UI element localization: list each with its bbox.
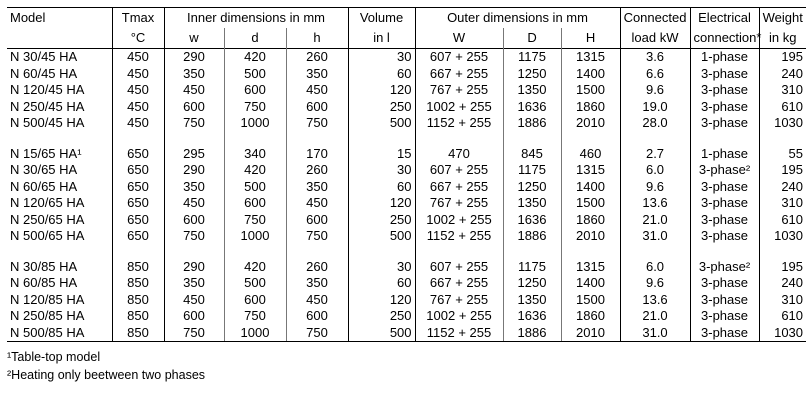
- cell-outer-w: 767 + 255: [415, 82, 503, 99]
- cell-outer-d: 1175: [503, 162, 561, 179]
- cell-outer-h: 1400: [561, 275, 620, 292]
- cell-inner-w: 295: [164, 146, 224, 163]
- table-row: [7, 82, 806, 99]
- cell-connected-load: 13.6: [620, 292, 690, 309]
- cell-outer-h: 1315: [561, 162, 620, 179]
- cell-model: N 30/85 HA: [10, 258, 78, 274]
- cell-weight: 195: [759, 162, 806, 179]
- cell-outer-w: 607 + 255: [415, 259, 503, 276]
- cell-outer-w: 767 + 255: [415, 195, 503, 212]
- cell-tmax: 850: [112, 325, 164, 342]
- table-row: [7, 146, 806, 163]
- header-weight: Weight: [759, 8, 806, 29]
- cell-outer-h: 1860: [561, 99, 620, 116]
- cell-outer-h: 1860: [561, 308, 620, 325]
- cell-outer-d: 1350: [503, 195, 561, 212]
- spacer-cell: [415, 132, 503, 146]
- cell-outer-h: 1500: [561, 195, 620, 212]
- cell-volume: 120: [348, 195, 415, 212]
- cell-model: N 30/45 HA: [10, 49, 78, 65]
- cell-inner-w: 450: [164, 292, 224, 309]
- cell-outer-w: 1002 + 255: [415, 212, 503, 229]
- spacer-cell: [690, 132, 759, 146]
- cell-outer-d: 1886: [503, 115, 561, 132]
- cell-volume: 120: [348, 292, 415, 309]
- header-outer-h: H: [561, 28, 620, 49]
- cell-model: N 250/65 HA: [10, 211, 85, 227]
- spacer-cell: [759, 132, 806, 146]
- table-row: [7, 99, 806, 116]
- cell-inner-h: 350: [286, 275, 348, 292]
- cell-model: N 250/85 HA: [10, 308, 85, 324]
- cell-tmax: 650: [112, 228, 164, 245]
- cell-electrical: 1-phase: [690, 49, 759, 66]
- cell-electrical: 3-phase: [690, 292, 759, 309]
- table-row: [7, 275, 806, 292]
- spacer-cell: [348, 132, 415, 146]
- table-row: [7, 259, 806, 276]
- cell-outer-h: 1860: [561, 212, 620, 229]
- cell-inner-d: 500: [224, 179, 286, 196]
- spacer-cell: [286, 245, 348, 259]
- cell-weight: 1030: [759, 228, 806, 245]
- spacer-cell: [620, 132, 690, 146]
- cell-connected-load: 21.0: [620, 212, 690, 229]
- spacer-cell: [164, 132, 224, 146]
- cell-model: N 500/65 HA: [10, 228, 85, 244]
- cell-inner-w: 600: [164, 99, 224, 116]
- cell-inner-d: 500: [224, 275, 286, 292]
- cell-model: N 60/45 HA: [10, 65, 78, 81]
- footnote-table-top: ¹Table-top model: [7, 350, 101, 364]
- cell-electrical: 3-phase²: [690, 259, 759, 276]
- cell-inner-d: 500: [224, 66, 286, 83]
- header-connected-unit: load kW: [620, 28, 690, 49]
- cell-outer-h: 1400: [561, 66, 620, 83]
- cell-outer-h: 1400: [561, 179, 620, 196]
- spacer-cell: [690, 245, 759, 259]
- cell-outer-h: 1500: [561, 82, 620, 99]
- cell-inner-h: 750: [286, 325, 348, 342]
- cell-connected-load: 31.0: [620, 228, 690, 245]
- cell-tmax: 850: [112, 292, 164, 309]
- spacer-cell: [112, 132, 164, 146]
- table-row: [7, 325, 806, 342]
- cell-model: N 500/45 HA: [10, 115, 85, 131]
- cell-electrical: 3-phase: [690, 325, 759, 342]
- cell-model: N 120/45 HA: [10, 82, 85, 98]
- header-electrical-unit: connection*: [690, 28, 759, 49]
- cell-connected-load: 6.6: [620, 66, 690, 83]
- cell-electrical: 3-phase: [690, 82, 759, 99]
- cell-inner-h: 750: [286, 115, 348, 132]
- cell-outer-h: 1315: [561, 259, 620, 276]
- cell-weight: 240: [759, 66, 806, 83]
- cell-outer-d: 1250: [503, 66, 561, 83]
- cell-connected-load: 9.6: [620, 82, 690, 99]
- cell-tmax: 450: [112, 99, 164, 116]
- cell-connected-load: 9.6: [620, 179, 690, 196]
- cell-volume: 30: [348, 259, 415, 276]
- cell-outer-h: 1315: [561, 49, 620, 66]
- cell-model: N 120/85 HA: [10, 291, 85, 307]
- cell-inner-h: 260: [286, 49, 348, 66]
- cell-outer-d: 1175: [503, 259, 561, 276]
- cell-outer-w: 1152 + 255: [415, 228, 503, 245]
- cell-electrical: 3-phase: [690, 179, 759, 196]
- cell-inner-d: 420: [224, 49, 286, 66]
- cell-connected-load: 2.7: [620, 146, 690, 163]
- cell-volume: 15: [348, 146, 415, 163]
- cell-inner-h: 600: [286, 212, 348, 229]
- cell-inner-h: 350: [286, 179, 348, 196]
- cell-volume: 500: [348, 228, 415, 245]
- spacer-cell: [561, 132, 620, 146]
- cell-connected-load: 3.6: [620, 49, 690, 66]
- cell-inner-d: 1000: [224, 325, 286, 342]
- cell-inner-w: 350: [164, 66, 224, 83]
- cell-weight: 310: [759, 195, 806, 212]
- cell-outer-h: 2010: [561, 115, 620, 132]
- header-tmax-unit: °C: [112, 28, 164, 49]
- footnote-heating: ²Heating only beetween two phases: [7, 368, 206, 382]
- cell-tmax: 450: [112, 66, 164, 83]
- spacer-cell: [503, 132, 561, 146]
- cell-outer-w: 607 + 255: [415, 162, 503, 179]
- cell-inner-w: 350: [164, 179, 224, 196]
- cell-connected-load: 21.0: [620, 308, 690, 325]
- cell-inner-d: 750: [224, 99, 286, 116]
- cell-outer-d: 845: [503, 146, 561, 163]
- cell-outer-d: 1886: [503, 228, 561, 245]
- cell-tmax: 850: [112, 275, 164, 292]
- cell-tmax: 650: [112, 179, 164, 196]
- cell-electrical: 3-phase: [690, 99, 759, 116]
- spacer-cell: [415, 245, 503, 259]
- spacer-row: [7, 132, 806, 146]
- cell-inner-d: 750: [224, 212, 286, 229]
- cell-tmax: 450: [112, 82, 164, 99]
- cell-inner-w: 600: [164, 308, 224, 325]
- cell-volume: 60: [348, 275, 415, 292]
- cell-inner-d: 600: [224, 292, 286, 309]
- cell-inner-d: 420: [224, 259, 286, 276]
- cell-inner-d: 600: [224, 82, 286, 99]
- cell-inner-w: 600: [164, 212, 224, 229]
- cell-connected-load: 31.0: [620, 325, 690, 342]
- header-connected-load: Connected: [620, 8, 690, 29]
- cell-outer-w: 1002 + 255: [415, 99, 503, 116]
- cell-outer-w: 1002 + 255: [415, 308, 503, 325]
- header-inner-h: h: [286, 28, 348, 49]
- cell-inner-w: 290: [164, 162, 224, 179]
- table-group: [7, 259, 806, 342]
- cell-weight: 240: [759, 179, 806, 196]
- header-outer-d: D: [503, 28, 561, 49]
- cell-inner-w: 350: [164, 275, 224, 292]
- header-electrical: Electrical: [690, 8, 759, 29]
- cell-weight: 310: [759, 292, 806, 309]
- cell-outer-h: 2010: [561, 228, 620, 245]
- cell-connected-load: 9.6: [620, 275, 690, 292]
- cell-electrical: 3-phase: [690, 228, 759, 245]
- header-outer-w: W: [415, 28, 503, 49]
- cell-outer-h: 460: [561, 146, 620, 163]
- cell-electrical: 3-phase: [690, 195, 759, 212]
- spacer-cell: [620, 245, 690, 259]
- cell-connected-load: 28.0: [620, 115, 690, 132]
- cell-tmax: 650: [112, 212, 164, 229]
- cell-inner-w: 290: [164, 259, 224, 276]
- cell-inner-d: 1000: [224, 115, 286, 132]
- cell-electrical: 3-phase: [690, 115, 759, 132]
- cell-model: N 250/45 HA: [10, 98, 85, 114]
- header-inner-dimensions: Inner dimensions in mm: [164, 8, 348, 29]
- cell-inner-d: 750: [224, 308, 286, 325]
- spacer-cell: [224, 132, 286, 146]
- cell-inner-w: 750: [164, 325, 224, 342]
- cell-tmax: 650: [112, 195, 164, 212]
- cell-electrical: 3-phase: [690, 66, 759, 83]
- cell-outer-d: 1350: [503, 82, 561, 99]
- cell-weight: 610: [759, 212, 806, 229]
- spacer-cell: [503, 245, 561, 259]
- header-inner-w: w: [164, 28, 224, 49]
- cell-electrical: 3-phase: [690, 308, 759, 325]
- table-row: [7, 195, 806, 212]
- cell-outer-w: 1152 + 255: [415, 325, 503, 342]
- cell-outer-d: 1175: [503, 49, 561, 66]
- cell-outer-d: 1636: [503, 308, 561, 325]
- cell-inner-d: 600: [224, 195, 286, 212]
- cell-inner-d: 1000: [224, 228, 286, 245]
- cell-connected-load: 13.6: [620, 195, 690, 212]
- cell-weight: 610: [759, 308, 806, 325]
- cell-model: N 120/65 HA: [10, 195, 85, 211]
- header-volume: Volume: [348, 8, 415, 29]
- cell-weight: 310: [759, 82, 806, 99]
- spacer-cell: [561, 245, 620, 259]
- cell-weight: 195: [759, 49, 806, 66]
- spacer-cell: [348, 245, 415, 259]
- cell-inner-w: 750: [164, 228, 224, 245]
- cell-weight: 1030: [759, 325, 806, 342]
- cell-outer-w: 667 + 255: [415, 179, 503, 196]
- cell-outer-d: 1636: [503, 99, 561, 116]
- spacer-cell: [759, 245, 806, 259]
- cell-weight: 240: [759, 275, 806, 292]
- table-row: [7, 292, 806, 309]
- cell-weight: 195: [759, 259, 806, 276]
- cell-outer-w: 667 + 255: [415, 66, 503, 83]
- cell-volume: 30: [348, 49, 415, 66]
- spacer-cell: [286, 132, 348, 146]
- cell-inner-d: 420: [224, 162, 286, 179]
- cell-connected-load: 6.0: [620, 162, 690, 179]
- header-outer-dimensions: Outer dimensions in mm: [415, 8, 620, 29]
- cell-tmax: 850: [112, 308, 164, 325]
- table-row: [7, 212, 806, 229]
- cell-volume: 60: [348, 66, 415, 83]
- header-weight-unit: in kg: [759, 28, 806, 49]
- cell-inner-h: 260: [286, 162, 348, 179]
- group-spacer: [7, 132, 806, 146]
- cell-outer-w: 667 + 255: [415, 275, 503, 292]
- table-row: [7, 228, 806, 245]
- cell-inner-h: 600: [286, 99, 348, 116]
- table-row: [7, 162, 806, 179]
- header-volume-unit: in l: [348, 28, 415, 49]
- cell-volume: 60: [348, 179, 415, 196]
- cell-inner-h: 600: [286, 308, 348, 325]
- table-header: [7, 8, 806, 49]
- cell-inner-h: 450: [286, 195, 348, 212]
- cell-tmax: 450: [112, 115, 164, 132]
- cell-connected-load: 6.0: [620, 259, 690, 276]
- spacer-cell: [112, 245, 164, 259]
- cell-outer-h: 2010: [561, 325, 620, 342]
- cell-volume: 250: [348, 99, 415, 116]
- cell-electrical: 3-phase²: [690, 162, 759, 179]
- cell-inner-h: 260: [286, 259, 348, 276]
- table-row: [7, 49, 806, 66]
- cell-outer-h: 1500: [561, 292, 620, 309]
- cell-outer-w: 470: [415, 146, 503, 163]
- cell-outer-d: 1886: [503, 325, 561, 342]
- cell-inner-w: 450: [164, 195, 224, 212]
- furnace-spec-table: [7, 7, 806, 342]
- table-row: [7, 66, 806, 83]
- cell-weight: 610: [759, 99, 806, 116]
- cell-inner-w: 290: [164, 49, 224, 66]
- header-inner-d: d: [224, 28, 286, 49]
- spacer-cell: [164, 245, 224, 259]
- cell-weight: 1030: [759, 115, 806, 132]
- cell-outer-w: 767 + 255: [415, 292, 503, 309]
- cell-volume: 250: [348, 212, 415, 229]
- cell-outer-w: 607 + 255: [415, 49, 503, 66]
- cell-outer-d: 1636: [503, 212, 561, 229]
- cell-model: N 500/85 HA: [7, 325, 112, 342]
- spec-sheet: [7, 7, 806, 384]
- cell-model: N 60/85 HA: [10, 275, 78, 291]
- cell-inner-h: 350: [286, 66, 348, 83]
- cell-electrical: 3-phase: [690, 275, 759, 292]
- cell-model: N 30/65 HA: [10, 162, 78, 178]
- table-row: [7, 115, 806, 132]
- cell-inner-h: 450: [286, 82, 348, 99]
- cell-connected-load: 19.0: [620, 99, 690, 116]
- cell-tmax: 850: [112, 259, 164, 276]
- cell-model: N 15/65 HA¹: [10, 145, 82, 161]
- cell-electrical: 3-phase: [690, 212, 759, 229]
- table-row: [7, 308, 806, 325]
- table-group: [7, 146, 806, 245]
- cell-inner-h: 170: [286, 146, 348, 163]
- spacer-row: [7, 245, 806, 259]
- spacer-cell: [224, 245, 286, 259]
- cell-outer-w: 1152 + 255: [415, 115, 503, 132]
- header-model: Model: [10, 10, 46, 25]
- spacer-cell: [7, 132, 112, 146]
- table-row: [7, 179, 806, 196]
- spacer-cell: [7, 245, 112, 259]
- header-model-sub: [7, 28, 112, 49]
- cell-inner-h: 750: [286, 228, 348, 245]
- cell-weight: 55: [759, 146, 806, 163]
- cell-tmax: 650: [112, 162, 164, 179]
- cell-model: N 60/65 HA: [10, 178, 78, 194]
- header-tmax: Tmax: [112, 8, 164, 29]
- cell-outer-d: 1250: [503, 275, 561, 292]
- cell-outer-d: 1350: [503, 292, 561, 309]
- cell-volume: 250: [348, 308, 415, 325]
- cell-inner-w: 750: [164, 115, 224, 132]
- cell-electrical: 1-phase: [690, 146, 759, 163]
- cell-inner-w: 450: [164, 82, 224, 99]
- table-group: [7, 49, 806, 132]
- cell-inner-h: 450: [286, 292, 348, 309]
- cell-outer-d: 1250: [503, 179, 561, 196]
- cell-volume: 500: [348, 115, 415, 132]
- cell-volume: 500: [348, 325, 415, 342]
- cell-tmax: 450: [112, 49, 164, 66]
- footnotes: [7, 348, 806, 384]
- cell-volume: 120: [348, 82, 415, 99]
- cell-tmax: 650: [112, 146, 164, 163]
- cell-inner-d: 340: [224, 146, 286, 163]
- cell-volume: 30: [348, 162, 415, 179]
- group-spacer: [7, 245, 806, 259]
